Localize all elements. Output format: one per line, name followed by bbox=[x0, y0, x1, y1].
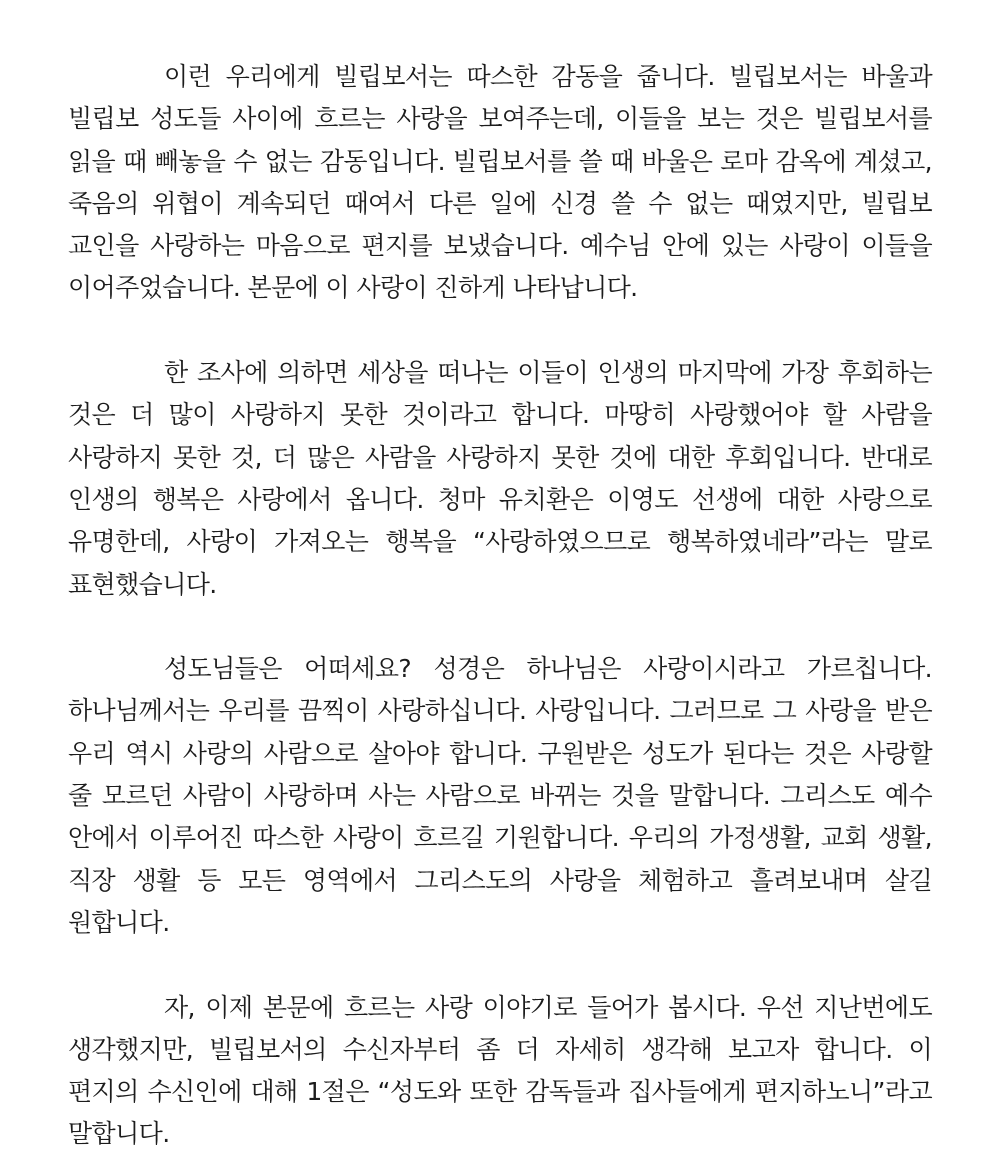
paragraph-3: 성도님들은 어떠세요? 성경은 하나님은 사랑이시라고 가르칩니다. 하나님께서는 우리를 끔찍이 사랑하십니다. 사랑입니다. 그러므로 그 사랑을 받은 우리 역시 사랑의 사람으로 살아야 합니다. 구원받은 성도가 된다는 것은 사랑할 줄 모르던 사람이 사랑하며 사는 사람으로 바뀌는 것을 말합니다. 그리스도 예수 안에서 이루어진 따스한 사랑이 흐르길 기원합니다. 우리의 가정생활, 교회 생활, 직장 생활 등 모든 영역에서 그리스도의 사랑을 체험하고 흘려보내며 살길 원합니다. bbox=[68, 654, 932, 937]
paragraph-1: 이런 우리에게 빌립보서는 따스한 감동을 줍니다. 빌립보서는 바울과 빌립보 성도들 사이에 흐르는 사랑을 보여주는데, 이들을 보는 것은 빌립보서를 읽을 때 빼놓을 수 없는 감동입니다. 빌립보서를 쓸 때 바울은 로마 감옥에 계셨고, 죽음의 위협이 계속되던 때여서 다른 일에 신경 쓸 수 없는 때였지만, 빌립보 교인을 사랑하는 마음으로 편지를 보냈습니다. 예수님 안에 있는 사랑이 이들을 이어주었습니다. 본문에 이 사랑이 진하게 나타납니다. bbox=[68, 62, 932, 303]
paragraph-4: 자, 이제 본문에 흐르는 사랑 이야기로 들어가 봅시다. 우선 지난번에도 생각했지만, 빌립보서의 수신자부터 좀 더 자세히 생각해 보고자 합니다. 이 편지의 수신인에 대해 1절은 “성도와 또한 감독들과 집사들에게 편지하노니”라고 말합니다. bbox=[68, 992, 932, 1149]
paragraph-2: 한 조사에 의하면 세상을 떠나는 이들이 인생의 마지막에 가장 후회하는 것은 더 많이 사랑하지 못한 것이라고 합니다. 마땅히 사랑했어야 할 사람을 사랑하지 못한 것, 더 많은 사람을 사랑하지 못한 것에 대한 후회입니다. 반대로 인생의 행복은 사랑에서 옵니다. 청마 유치환은 이영도 선생에 대한 사랑으로 유명한데, 사랑이 가져오는 행복을 “사랑하였으므로 행복하였네라”라는 말로 표현했습니다. bbox=[68, 358, 932, 599]
document-body bbox=[68, 56, 932, 1156]
